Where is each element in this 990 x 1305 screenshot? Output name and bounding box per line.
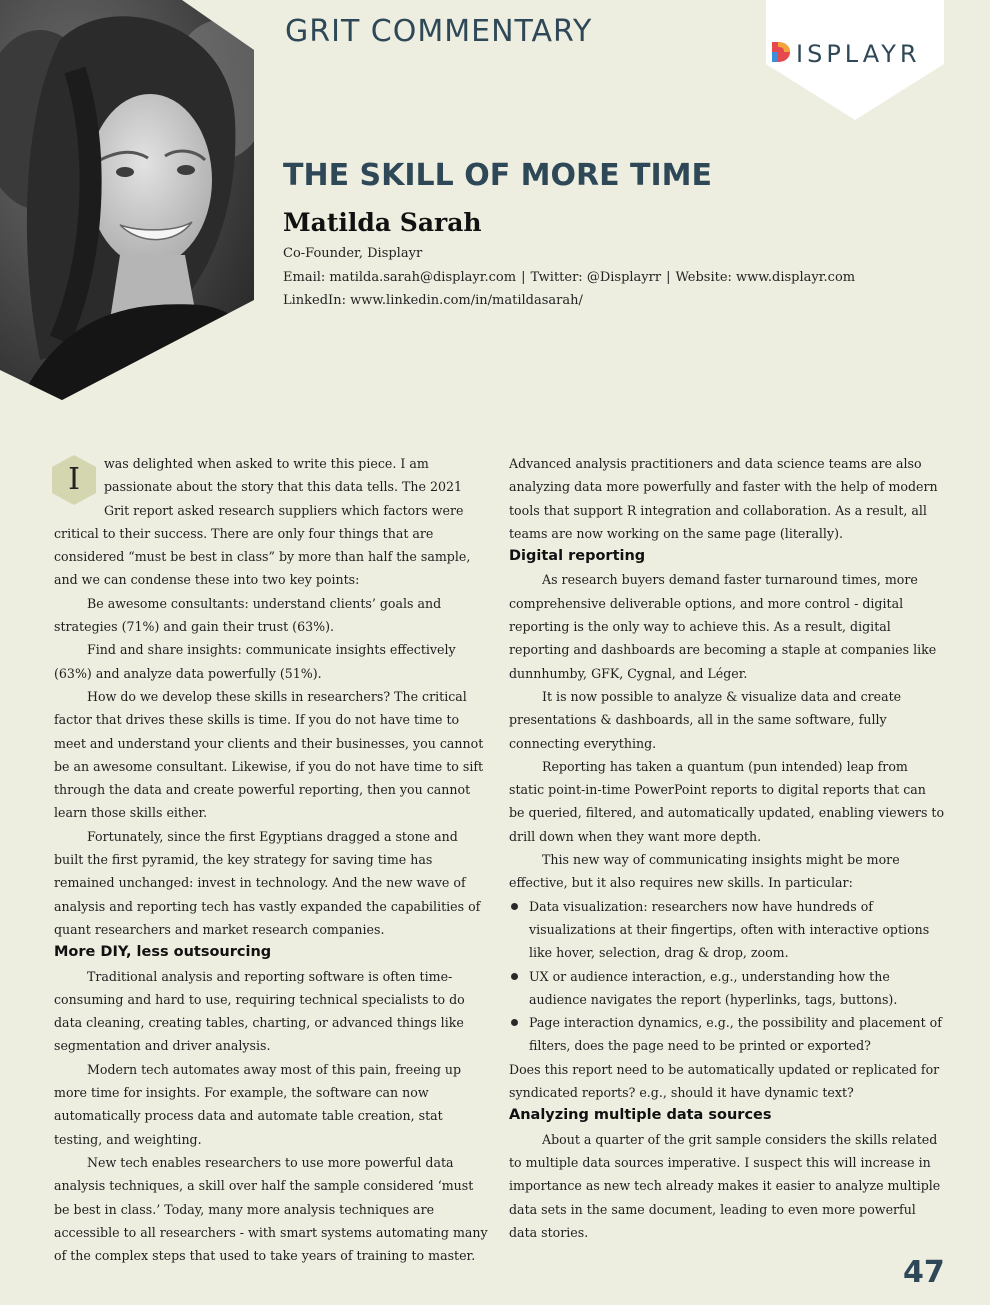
section-label: GRIT COMMENTARY: [285, 14, 593, 49]
article-column-right: [509, 452, 945, 1244]
paragraph: Be awesome consultants: understand clients’ goals and strategies (71%) and gain their trust (63%).: [54, 595, 442, 635]
paragraph: About a quarter of the grit sample considers the skills related to multiple data sources imperative. I suspect this will increase in importance as new tech already makes it easier to analyze multiple data sets in the same document, leading to even more powerful data stories.: [509, 1131, 941, 1240]
paragraph: Traditional analysis and reporting software is often time-consuming and hard to use, requiring technical specialists to do data cleaning, creating tables, charting, or advanced things like segmentation and driver analysis.: [54, 968, 465, 1054]
subheading: Digital reporting: [509, 548, 646, 565]
drop-cap: [50, 454, 98, 506]
article-column-left: [54, 452, 488, 1267]
logo-text: ISPLAYR: [796, 40, 921, 68]
article-title: THE SKILL OF MORE TIME: [283, 158, 713, 193]
paragraph: It is now possible to analyze & visualize data and create presentations & dashboards, all in the same software, fully connecting everything.: [509, 688, 902, 751]
paragraph: Modern tech automates away most of this pain, freeing up more time for insights. For example, the software can now automatically process data and automate table creation, stat testing, and weighting.: [54, 1061, 462, 1147]
author-contacts: [283, 269, 855, 287]
paragraph: How do we develop these skills in researchers? The critical factor that drives these skills is time. If you do not have time to meet and understand your clients and their businesses, you cannot be an awesome consultant. Likewise, if you do not have time to sift through the data and create powerful reporting, then you cannot learn those skills either.: [54, 688, 484, 821]
page-number: 47: [903, 1255, 945, 1290]
author-website[interactable]: Website: www.displayr.com: [675, 270, 856, 285]
author-role: Co-Founder, Displayr: [283, 246, 423, 261]
author-linkedin[interactable]: LinkedIn: www.linkedin.com/in/matildasarah/: [283, 293, 583, 308]
author-photo: [0, 0, 254, 400]
paragraph: Find and share insights: communicate insights effectively (63%) and analyze data powerfully (51%).: [54, 642, 456, 681]
drop-cap-letter: I: [68, 462, 80, 497]
list-item: UX or audience interaction, e.g., understanding how the audience navigates the report (hyperlinks, tags, buttons).: [509, 965, 945, 1012]
subheading: More DIY, less outsourcing: [54, 944, 272, 961]
subheading: Analyzing multiple data sources: [509, 1107, 772, 1124]
paragraph: As research buyers demand faster turnaround times, more comprehensive deliverable options, and more control - digital reporting is the only way to achieve this. As a result, digital reporting and dashboards are becoming a staple at companies like dunnhumby, GFK, Cygnal, and Léger.: [509, 572, 937, 681]
paragraph: was delighted when asked to write this piece. I am passionate about the story that this data tells. The 2021 Grit report asked research suppliers which factors were critical to their success. There are only four things that are considered “must be best in class” by more than half the sample, and we can condense these into two key points:: [54, 456, 471, 588]
separator: |: [666, 270, 671, 285]
separator: |: [521, 270, 526, 285]
list-item: Page interaction dynamics, e.g., the possibility and placement of filters, does the page need to be printed or exported?: [509, 1011, 945, 1058]
author-name: Matilda Sarah: [283, 208, 482, 237]
list-item: Data visualization: researchers now have hundreds of visualizations at their fingertips, often with interactive options like hover, selection, drag & drop, zoom.: [509, 895, 945, 965]
paragraph: Fortunately, since the first Egyptians dragged a stone and built the first pyramid, the key strategy for saving time has remained unchanged: invest in technology. And the new wave of analysis and reporting tech has vastly expanded the capabilities of quant researchers and market research companies.: [54, 828, 481, 937]
paragraph: Advanced analysis practitioners and data science teams are also analyzing data more powerfully and faster with the help of modern tools that support R integration and collaboration. As a result, all teams are now working on the same page (literally).: [509, 456, 938, 541]
paragraph: This new way of communicating insights might be more effective, but it also requires new skills. In particular:: [509, 852, 900, 891]
bullet-list: [509, 895, 945, 1058]
author-twitter[interactable]: Twitter: @Displayrr: [530, 270, 662, 285]
author-email[interactable]: Email: matilda.sarah@displayr.com: [283, 270, 517, 285]
paragraph: New tech enables researchers to use more powerful data analysis techniques, a skill over half the sample considered ‘must be best in class.’ Today, many more analysis techniques are accessible to all researchers - with smart systems automating many of the complex steps that used to take years of training to master.: [54, 1154, 488, 1264]
displayr-logo: [766, 0, 944, 122]
paragraph: Reporting has taken a quantum (pun intended) leap from static point-in-time PowerPoint reports to digital reports that can be queried, filtered, and automatically updated, enabling viewers to drill down when they want more depth.: [509, 758, 945, 844]
paragraph: Does this report need to be automatically updated or replicated for syndicated reports? e.g., should it have dynamic text?: [509, 1061, 940, 1101]
